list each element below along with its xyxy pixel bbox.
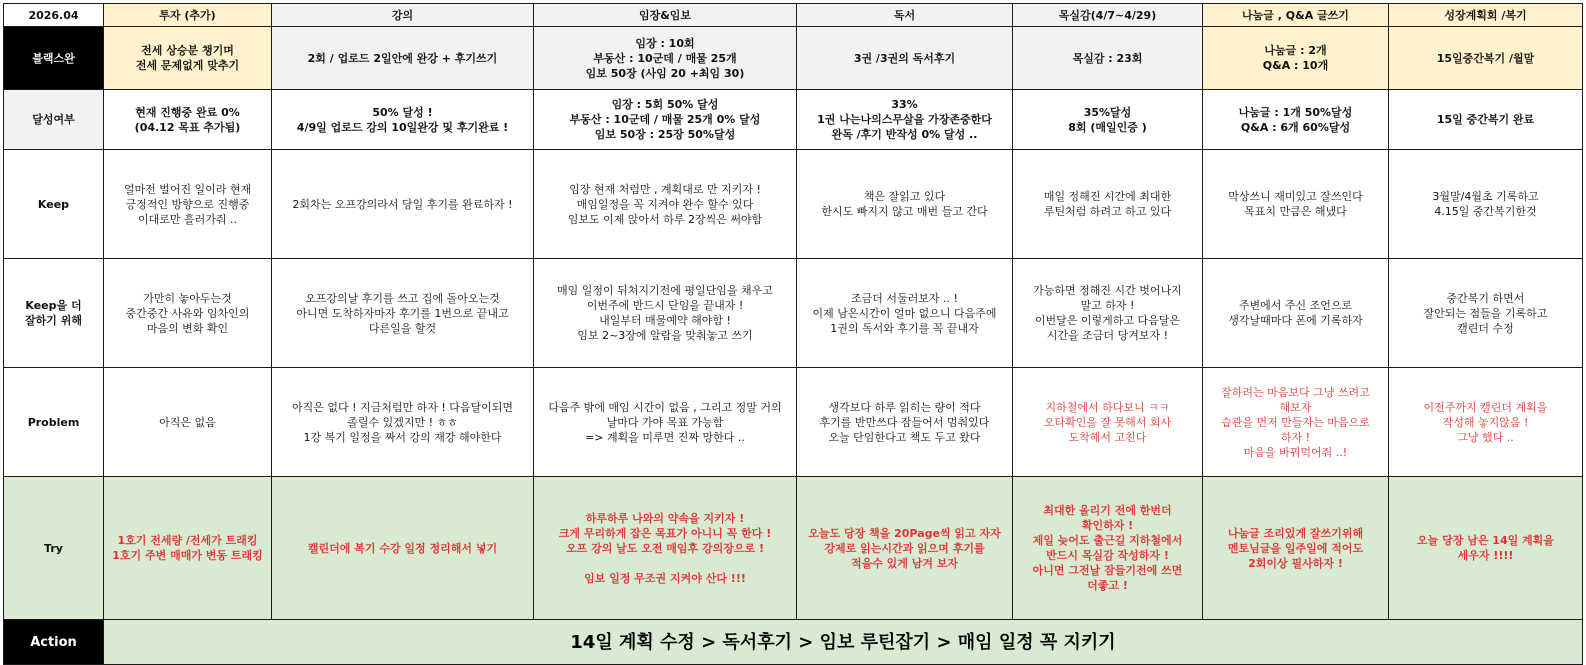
keep-better-cell-reading[interactable]: 조금더 서둘러보자 .. ! 이제 남은시간이 얼마 없으니 다음주에 1권의 독서와 후기를 꼭 끝내자 — [797, 259, 1013, 368]
goal-cell-lecture[interactable]: 2회 / 업로드 2일안에 완강 + 후기쓰기 — [272, 27, 534, 90]
keep-better-cell-moksilgam[interactable]: 가능하면 정해진 시간 벗어나지 말고 하자 ! 이번달은 이렇게하고 다음달은 시간을 조금더 당겨보자 ! — [1013, 259, 1203, 368]
keep-cell-growth[interactable]: 3월말/4월초 기록하고 4.15일 중간복기한것 — [1389, 150, 1583, 259]
column-header-reading[interactable]: 독서 — [797, 4, 1013, 27]
status-row — [4, 90, 1583, 150]
row-label-status[interactable]: 달성여부 — [4, 90, 104, 150]
keep-cell-reading[interactable]: 책은 잘읽고 있다 한시도 빠지지 않고 매번 들고 간다 — [797, 150, 1013, 259]
status-cell-invest[interactable]: 현재 진행중 완료 0% (04.12 목표 추가됨) — [104, 90, 272, 150]
row-label-keep[interactable]: Keep — [4, 150, 104, 259]
problem-cell-growth[interactable]: 이전주까지 캘린더 계획을 작성해 놓지않음 ! 그냥 했다 .. — [1389, 368, 1583, 477]
keep-cell-moksilgam[interactable]: 매일 정해진 시간에 최대한 루틴처럼 하려고 하고 있다 — [1013, 150, 1203, 259]
goal-cell-growth[interactable]: 15일중간복기 /월말 — [1389, 27, 1583, 90]
header-row — [4, 4, 1583, 27]
try-cell-moksilgam[interactable]: 최대한 올리기 전에 한번더 확인하자 ! 제일 늦어도 출근길 지하철에서 반드시 목실감 작성하자 ! 아니면 그전날 잠들기전에 쓰면 더좋고 ! — [1013, 477, 1203, 620]
keep-better-cell-sharing[interactable]: 주변에서 주신 조언으로 생각날때마다 폰에 기록하자 — [1203, 259, 1389, 368]
status-cell-lecture[interactable]: 50% 달성 ! 4/9일 업로드 강의 10일완강 및 후기완료 ! — [272, 90, 534, 150]
column-header-sharing[interactable]: 나눔글 , Q&A 글쓰기 — [1203, 4, 1389, 27]
status-cell-moksilgam[interactable]: 35%달성 8회 (매일인증 ) — [1013, 90, 1203, 150]
try-row — [4, 477, 1583, 620]
problem-row — [4, 368, 1583, 477]
goal-row — [4, 27, 1583, 90]
keep-better-cell-invest[interactable]: 가만히 놓아두는것 중간중간 사유와 임차인의 마음의 변화 확인 — [104, 259, 272, 368]
problem-cell-moksilgam[interactable]: 지하철에서 하다보니 ㅋㅋ 오타확인을 잘 못해서 회사 도착해서 고친다 — [1013, 368, 1203, 477]
try-cell-growth[interactable]: 오늘 당장 남은 14일 계획을 세우자 !!!! — [1389, 477, 1583, 620]
goal-cell-moksilgam[interactable]: 목실감 : 23회 — [1013, 27, 1203, 90]
status-cell-imjang[interactable]: 임장 : 5회 50% 달성 부동산 : 10군데 / 매물 25개 0% 달성 임보 50장 : 25장 50%달성 — [534, 90, 797, 150]
action-cell[interactable]: 14일 계획 수정 > 독서후기 > 임보 루틴잡기 > 매임 일정 꼭 지키기 — [104, 620, 1583, 665]
keep-cell-lecture[interactable]: 2회차는 오프강의라서 당일 후기를 완료하자 ! — [272, 150, 534, 259]
problem-cell-reading[interactable]: 생각보다 하루 읽히는 량이 적다 후기를 반만쓰다 잠들어서 멈춰있다 오늘 단임한다고 책도 두고 왔다 — [797, 368, 1013, 477]
goal-cell-reading[interactable]: 3권 /3권의 독서후기 — [797, 27, 1013, 90]
corner-cell[interactable]: 2026.04 — [4, 4, 104, 27]
keep-better-cell-growth[interactable]: 중간복기 하면서 잘안되는 점들을 기록하고 캘린더 수정 — [1389, 259, 1583, 368]
goal-cell-sharing[interactable]: 나눔글 : 2개 Q&A : 10개 — [1203, 27, 1389, 90]
action-row — [4, 620, 1583, 665]
column-header-lecture[interactable]: 강의 — [272, 4, 534, 27]
problem-cell-invest[interactable]: 아직은 없음 — [104, 368, 272, 477]
keep-cell-sharing[interactable]: 막상쓰니 재미있고 잘쓰인다 목표치 만큼은 해냈다 — [1203, 150, 1389, 259]
goal-cell-invest[interactable]: 전세 상승분 챙기며 전세 문제없게 맞추기 — [104, 27, 272, 90]
column-header-invest[interactable]: 투자 (추가) — [104, 4, 272, 27]
row-label-keep-better[interactable]: Keep을 더 잘하기 위해 — [4, 259, 104, 368]
retrospective-grid — [3, 3, 1583, 665]
keep-cell-imjang[interactable]: 임장 현재 처럼만 , 계획대로 만 지키자 ! 매임일정을 꼭 지켜야 완수 할수 있다 임보도 이제 앉아서 하루 2장씩은 써야함 — [534, 150, 797, 259]
try-cell-imjang[interactable]: 하루하루 나와의 약속을 지키자 ! 크게 무리하게 잡은 목표가 아니니 꼭 한다 ! 오프 강의 날도 오전 매임후 강의장으로 ! 임보 일정 무조권 지켜야 산다 !!! — [534, 477, 797, 620]
row-label-action[interactable]: Action — [4, 620, 104, 665]
column-header-moksilgam[interactable]: 목실감(4/7~4/29) — [1013, 4, 1203, 27]
status-cell-growth[interactable]: 15일 중간복기 완료 — [1389, 90, 1583, 150]
try-cell-invest[interactable]: 1호기 전세량 /전세가 트래킹 1호기 주변 매매가 변동 트래킹 — [104, 477, 272, 620]
column-header-imjang[interactable]: 임장&임보 — [534, 4, 797, 27]
try-cell-sharing[interactable]: 나눔글 조리있게 잘쓰기위해 멘토님글을 일주일에 적어도 2회이상 필사하자 ! — [1203, 477, 1389, 620]
keep-better-row — [4, 259, 1583, 368]
keep-row — [4, 150, 1583, 259]
goal-cell-imjang[interactable]: 임장 : 10회 부동산 : 10군데 / 매물 25개 임보 50장 (사임 20 +최임 30) — [534, 27, 797, 90]
keep-better-cell-lecture[interactable]: 오프강의날 후기를 쓰고 집에 돌아오는것 아니면 도착하자마자 후기를 1번으로 끝내고 다른일을 할것 — [272, 259, 534, 368]
row-label-goal[interactable]: 블랙스완 — [4, 27, 104, 90]
row-label-try[interactable]: Try — [4, 477, 104, 620]
status-cell-sharing[interactable]: 나눔글 : 1개 50%달성 Q&A : 6개 60%달성 — [1203, 90, 1389, 150]
row-label-problem[interactable]: Problem — [4, 368, 104, 477]
problem-cell-imjang[interactable]: 다음주 밖에 매임 시간이 없음 , 그리고 정말 거의 날마다 가야 목표 가능함 => 계획을 미루면 진짜 망한다 .. — [534, 368, 797, 477]
try-cell-lecture[interactable]: 캘린더에 복기 수강 일정 정리해서 넣기 — [272, 477, 534, 620]
try-cell-reading[interactable]: 오늘도 당장 책을 20Page씩 읽고 자자 강제로 읽는시간과 읽으며 후기를 적을수 있게 남겨 보자 — [797, 477, 1013, 620]
column-header-growth[interactable]: 성장계획회 /복기 — [1389, 4, 1583, 27]
keep-better-cell-imjang[interactable]: 매임 일정이 뒤쳐지기전에 평일단임을 채우고 이번주에 반드시 단임을 끝내자 ! 내일부터 매물예약 해야함 ! 임보 2~3장에 알람을 맞춰놓고 쓰기 — [534, 259, 797, 368]
keep-cell-invest[interactable]: 얼마전 벌어진 일이라 현재 긍정적인 방향으로 진행중 이대로만 흘러가줘 .. — [104, 150, 272, 259]
status-cell-reading[interactable]: 33% 1권 나는나의스무살을 가장존중한다 완독 /후기 반작성 0% 달성 .. — [797, 90, 1013, 150]
problem-cell-lecture[interactable]: 아직은 없다 ! 지금처럼만 하자 ! 다음달이되면 졸릴수 있겠지만 ! ㅎㅎ 1강 복기 일정을 짜서 강의 재강 해야한다 — [272, 368, 534, 477]
problem-cell-sharing[interactable]: 잘하려는 마음보다 그냥 쓰려고 해보자 습관을 먼저 만들자는 마음으로 하자 ! 마음을 바꿔먹어줘 ..! — [1203, 368, 1389, 477]
